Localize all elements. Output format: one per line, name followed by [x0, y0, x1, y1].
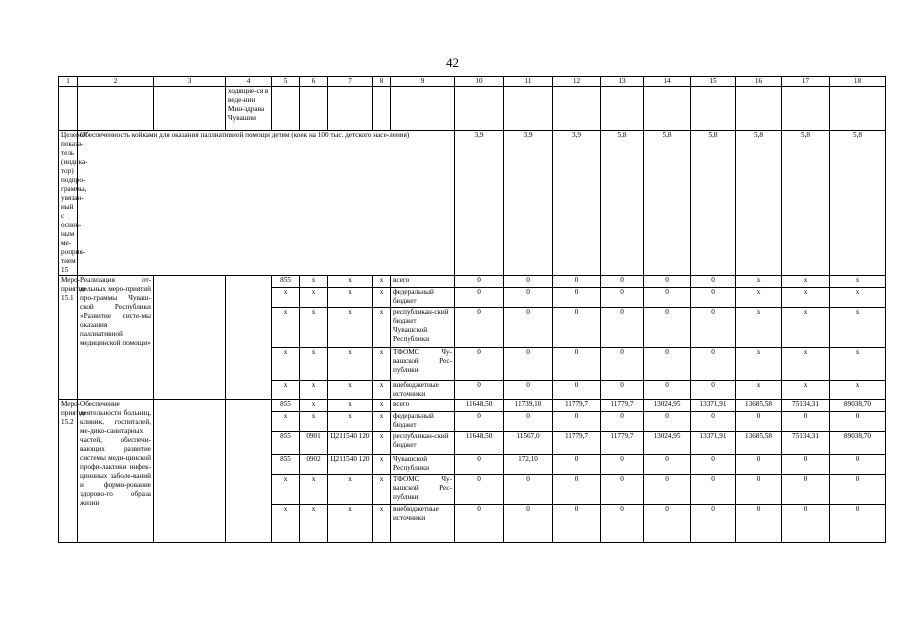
value-cell: 0 — [455, 276, 504, 288]
code-cell: 855 — [272, 455, 300, 475]
empty-cell — [226, 276, 272, 400]
value-cell: 0 — [782, 455, 830, 475]
measure-description: Реализация от-дельных меро-приятий про-граммы Чуваш-ской Республики «Развитие систе-мы оказания паллиативной медицинской помощи» — [78, 276, 154, 400]
value-cell: 0 — [504, 308, 553, 348]
value-cell: 13024,95 — [644, 432, 691, 455]
value-cell: 0 — [830, 455, 886, 475]
funding-source: республикан-ский бюджет — [391, 432, 455, 455]
header-cell: 9 — [391, 77, 455, 87]
value-cell: 0 — [601, 276, 644, 288]
code-cell: x — [373, 412, 391, 432]
funding-source: ТФОМС Чу-вашской Рес-публики — [391, 475, 455, 505]
value-cell: 0 — [553, 455, 601, 475]
header-cell: 18 — [830, 77, 886, 87]
code-cell: x — [328, 475, 373, 505]
value-cell: 13685,58 — [736, 400, 782, 412]
value-cell: 0 — [691, 475, 736, 505]
code-cell: x — [272, 348, 300, 381]
header-cell: 4 — [226, 77, 272, 87]
code-cell: x — [272, 412, 300, 432]
value-cell: 11779,7 — [553, 432, 601, 455]
value-cell: 0 — [691, 276, 736, 288]
code-cell: x — [328, 412, 373, 432]
value-cell: 11779,7 — [553, 400, 601, 412]
value-cell: x — [782, 288, 830, 308]
value-cell: 0 — [455, 348, 504, 381]
value-cell: 0 — [644, 475, 691, 505]
funding-source: всего — [391, 400, 455, 412]
value-cell: 11739,10 — [504, 400, 553, 412]
header-cell: 8 — [373, 77, 391, 87]
code-cell: x — [373, 288, 391, 308]
value-cell: 0 — [553, 276, 601, 288]
value-cell: 0 — [504, 276, 553, 288]
value-cell: 0 — [736, 455, 782, 475]
value-cell: 0 — [644, 412, 691, 432]
value-cell: 172,10 — [504, 455, 553, 475]
value-cell: 0 — [455, 455, 504, 475]
value-cell: 0 — [644, 348, 691, 381]
header-cell: 3 — [154, 77, 226, 87]
code-cell: x — [373, 432, 391, 455]
code-cell: x — [373, 475, 391, 505]
measure-description: Обеспечение деятельности больниц, клиник, госпиталей, ме-дико-санитарных частей, обеспечи-вающих развитие системы меди-цинской профи-лактики инфек-ционных заболе-ваний и форми-рование здорово-го образа жизни — [78, 400, 154, 543]
value-cell: 0 — [644, 455, 691, 475]
code-cell: x — [300, 348, 328, 381]
value-cell: 0 — [553, 475, 601, 505]
value-cell: 89038,70 — [830, 400, 886, 412]
code-cell: x — [373, 381, 391, 400]
header-cell: 15 — [691, 77, 736, 87]
page-number: 42 — [446, 55, 459, 70]
funding-source: федеральный бюджет — [391, 288, 455, 308]
value-cell: 0 — [504, 475, 553, 505]
value-cell: 0 — [455, 288, 504, 308]
value-cell: 0 — [455, 475, 504, 505]
code-cell: x — [300, 505, 328, 543]
empty-cell — [154, 276, 226, 400]
indicator-value: 5,8 — [691, 131, 736, 276]
value-cell: 13371,91 — [691, 400, 736, 412]
funding-source: внебюджетные источники — [391, 505, 455, 543]
value-cell: 13024,95 — [644, 400, 691, 412]
code-cell: x — [373, 455, 391, 475]
value-cell: x — [830, 308, 886, 348]
value-cell: 0 — [504, 505, 553, 543]
value-cell: 11567,0 — [504, 432, 553, 455]
value-cell: 0 — [601, 455, 644, 475]
code-cell: x — [373, 505, 391, 543]
indicator-description: Обеспеченность койками для оказания паллиативной помощи детям (коек на 100 тыс. детского насе-ления) — [78, 131, 455, 276]
value-cell: 0 — [601, 505, 644, 543]
value-cell: 0 — [736, 475, 782, 505]
value-cell: 0 — [691, 505, 736, 543]
funding-source: республикан-ский бюджет Чувашской Республики — [391, 308, 455, 348]
funding-source: федеральный бюджет — [391, 412, 455, 432]
value-cell: 0 — [504, 348, 553, 381]
value-cell: x — [736, 308, 782, 348]
code-cell: 855 — [272, 432, 300, 455]
value-cell: 13685,58 — [736, 432, 782, 455]
value-cell: 0 — [644, 505, 691, 543]
indicator-value: 5,8 — [736, 131, 782, 276]
value-cell: 0 — [644, 381, 691, 400]
table-row — [59, 276, 886, 288]
indicator-label: Целевой показа-тель (индика-тор) подпро-граммы, увязан-ный с основ-ным ме-роприя-тием 15 — [59, 131, 78, 276]
code-cell: x — [300, 475, 328, 505]
table-row — [59, 400, 886, 412]
value-cell: 0 — [455, 381, 504, 400]
indicator-value: 5,8 — [601, 131, 644, 276]
value-cell: 0 — [601, 412, 644, 432]
value-cell: 0 — [736, 412, 782, 432]
code-cell: x — [328, 400, 373, 412]
value-cell: 0 — [455, 505, 504, 543]
measure-label: Меро-приятие 15.2 — [59, 400, 78, 543]
value-cell: 0 — [782, 505, 830, 543]
value-cell: 0 — [553, 288, 601, 308]
code-cell: x — [328, 348, 373, 381]
funding-source: внебюджетные источники — [391, 381, 455, 400]
value-cell: 0 — [830, 475, 886, 505]
code-cell: x — [328, 288, 373, 308]
value-cell: 0 — [553, 505, 601, 543]
code-cell: Ц211540 120 — [328, 455, 373, 475]
value-cell: 0 — [601, 475, 644, 505]
empty-cell — [154, 400, 226, 543]
value-cell: 0 — [691, 381, 736, 400]
value-cell: 75134,31 — [782, 432, 830, 455]
value-cell: x — [830, 276, 886, 288]
code-cell: 855 — [272, 400, 300, 412]
value-cell: 0 — [644, 276, 691, 288]
value-cell: 0 — [644, 288, 691, 308]
code-cell: 0902 — [300, 455, 328, 475]
value-cell: 0 — [782, 475, 830, 505]
header-cell: 6 — [300, 77, 328, 87]
value-cell: 0 — [782, 412, 830, 432]
code-cell: x — [373, 308, 391, 348]
value-cell: 0 — [455, 412, 504, 432]
value-cell: 0 — [553, 381, 601, 400]
code-cell: x — [328, 505, 373, 543]
funding-source: Чувашской Республики — [391, 455, 455, 475]
measure-label: Меро-приятие 15.1 — [59, 276, 78, 400]
code-cell: x — [272, 288, 300, 308]
funding-source: ТФОМС Чу-вашской Рес-публики — [391, 348, 455, 381]
value-cell: 89038,70 — [830, 432, 886, 455]
value-cell: 0 — [830, 412, 886, 432]
value-cell: x — [830, 288, 886, 308]
value-cell: 0 — [691, 288, 736, 308]
code-cell: 0901 — [300, 432, 328, 455]
code-cell: x — [272, 505, 300, 543]
value-cell: x — [736, 276, 782, 288]
value-cell: x — [782, 276, 830, 288]
value-cell: 13371,91 — [691, 432, 736, 455]
value-cell: 0 — [504, 288, 553, 308]
value-cell: 0 — [601, 308, 644, 348]
code-cell: x — [300, 381, 328, 400]
header-cell: 1 — [59, 77, 78, 87]
code-cell: Ц211540 120 — [328, 432, 373, 455]
budget-table — [58, 76, 886, 543]
indicator-value: 3,9 — [455, 131, 504, 276]
value-cell: x — [736, 348, 782, 381]
indicator-value: 5,8 — [782, 131, 830, 276]
indicator-row — [59, 131, 886, 276]
code-cell: x — [300, 412, 328, 432]
value-cell: 0 — [601, 381, 644, 400]
code-cell: x — [328, 276, 373, 288]
header-cell: 16 — [736, 77, 782, 87]
value-cell: 0 — [553, 308, 601, 348]
value-cell: x — [736, 381, 782, 400]
value-cell: 0 — [830, 505, 886, 543]
code-cell: x — [373, 400, 391, 412]
value-cell: 11779,7 — [601, 432, 644, 455]
value-cell: 0 — [644, 308, 691, 348]
empty-cell — [226, 400, 272, 543]
value-cell: 0 — [691, 348, 736, 381]
code-cell: x — [328, 381, 373, 400]
continuation-row — [59, 87, 886, 131]
value-cell: 0 — [601, 288, 644, 308]
header-cell: 13 — [601, 77, 644, 87]
value-cell: 11779,7 — [601, 400, 644, 412]
continued-text-cell: ходящие-ся в веде-нии Мин-здрава Чувашии — [226, 87, 272, 131]
header-cell: 7 — [328, 77, 373, 87]
value-cell: x — [782, 348, 830, 381]
header-cell: 5 — [272, 77, 300, 87]
value-cell: 0 — [691, 412, 736, 432]
value-cell: x — [782, 381, 830, 400]
value-cell: 75134,31 — [782, 400, 830, 412]
value-cell: 0 — [691, 455, 736, 475]
code-cell: x — [272, 308, 300, 348]
funding-source: всего — [391, 276, 455, 288]
value-cell: x — [830, 381, 886, 400]
code-cell: x — [373, 276, 391, 288]
code-cell: x — [328, 308, 373, 348]
header-cell: 10 — [455, 77, 504, 87]
value-cell: 0 — [736, 505, 782, 543]
value-cell: x — [782, 308, 830, 348]
code-cell: x — [300, 400, 328, 412]
code-cell: x — [272, 381, 300, 400]
indicator-value: 3,9 — [553, 131, 601, 276]
code-cell: 855 — [272, 276, 300, 288]
indicator-value: 5,8 — [830, 131, 886, 276]
value-cell: 0 — [504, 381, 553, 400]
indicator-value: 3,9 — [504, 131, 553, 276]
code-cell: x — [300, 308, 328, 348]
value-cell: 0 — [601, 348, 644, 381]
code-cell: x — [300, 276, 328, 288]
value-cell: 0 — [553, 348, 601, 381]
header-cell: 12 — [553, 77, 601, 87]
value-cell: 0 — [455, 308, 504, 348]
indicator-value: 5,8 — [644, 131, 691, 276]
code-cell: x — [300, 288, 328, 308]
code-cell: x — [373, 348, 391, 381]
value-cell: x — [736, 288, 782, 308]
value-cell: 11648,50 — [455, 432, 504, 455]
value-cell: 0 — [553, 412, 601, 432]
code-cell: x — [272, 475, 300, 505]
header-cell: 11 — [504, 77, 553, 87]
value-cell: 11648,50 — [455, 400, 504, 412]
column-number-row — [59, 77, 886, 87]
header-cell: 14 — [644, 77, 691, 87]
value-cell: 0 — [691, 308, 736, 348]
value-cell: x — [830, 348, 886, 381]
header-cell: 17 — [782, 77, 830, 87]
value-cell: 0 — [504, 412, 553, 432]
header-cell: 2 — [78, 77, 154, 87]
